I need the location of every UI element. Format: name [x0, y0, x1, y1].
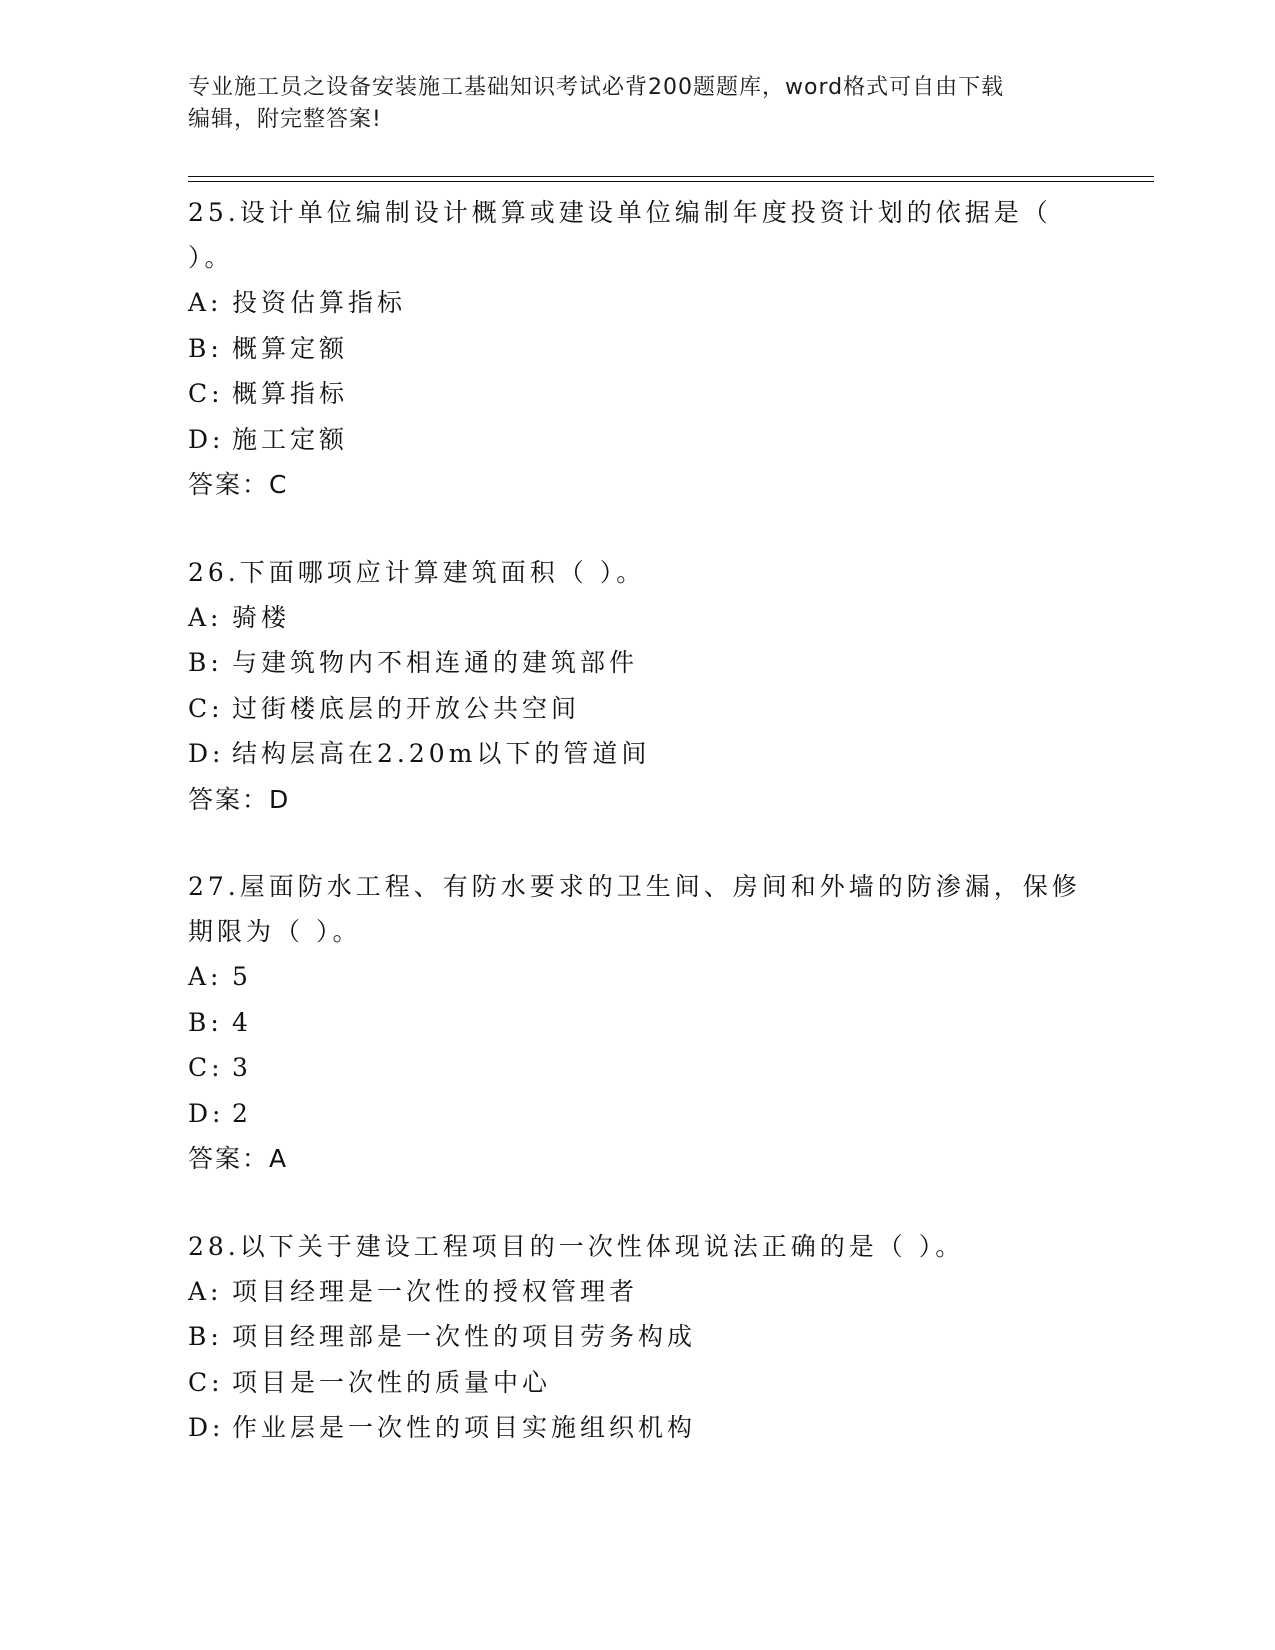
option-c	[188, 371, 1088, 417]
option-key: D:	[188, 739, 225, 768]
option-a	[188, 1269, 1088, 1315]
option-text: 作业层是一次性的项目实施组织机构	[232, 1413, 697, 1442]
option-text: 4	[232, 1007, 252, 1037]
question-28	[188, 1224, 1088, 1451]
option-key: A:	[188, 962, 223, 991]
option-text: 结构层高在2.20m以下的管道间	[232, 739, 651, 768]
option-c	[188, 686, 1088, 732]
question-26	[188, 550, 1088, 823]
option-key: A:	[188, 288, 223, 317]
option-text: 施工定额	[232, 424, 349, 454]
option-text: 2	[232, 1098, 252, 1128]
option-text: 项目经理部是一次性的项目劳务构成	[232, 1322, 697, 1351]
question-text: 26.下面哪项应计算建筑面积（ ）。	[188, 557, 646, 587]
option-d	[188, 731, 1088, 777]
option-d	[188, 1405, 1088, 1451]
option-key: C:	[188, 693, 224, 723]
option-text: 与建筑物内不相连通的建筑部件	[232, 648, 639, 677]
option-key: D:	[188, 424, 225, 454]
question-25	[188, 190, 1088, 508]
option-text: 5	[232, 962, 252, 991]
question-text: 25.设计单位编制设计概算或建设单位编制年度投资计划的依据是（ ）。	[188, 198, 1052, 272]
option-key: C:	[188, 1367, 224, 1397]
question-text: 27.屋面防水工程、有防水要求的卫生间、房间和外墙的防渗漏，保修期限为（ ）。	[188, 872, 1081, 946]
option-key: D:	[188, 1098, 225, 1128]
option-key: B:	[188, 1007, 223, 1037]
option-b	[188, 640, 1088, 686]
option-key: B:	[188, 333, 223, 363]
option-b	[188, 326, 1088, 372]
question-list	[188, 190, 1088, 1493]
option-d	[188, 1091, 1088, 1137]
option-key: C:	[188, 379, 224, 408]
option-text: 项目是一次性的质量中心	[232, 1367, 552, 1397]
answer-label: 答案：A	[188, 1144, 289, 1173]
option-a	[188, 595, 1088, 641]
document-header	[188, 72, 1068, 136]
question-27	[188, 864, 1088, 1182]
header-line-1: 专业施工员之设备安装施工基础知识考试必背200题题库，word格式可自由下载	[188, 75, 1005, 100]
option-key: B:	[188, 648, 223, 677]
option-text: 概算指标	[232, 379, 349, 408]
option-d	[188, 417, 1088, 463]
option-c	[188, 1045, 1088, 1091]
option-text: 投资估算指标	[232, 288, 407, 317]
option-b	[188, 1314, 1088, 1360]
option-c	[188, 1360, 1088, 1406]
option-text: 过街楼底层的开放公共空间	[232, 693, 581, 723]
option-key: D:	[188, 1413, 225, 1442]
header-divider-top	[188, 176, 1154, 177]
option-key: A:	[188, 1276, 223, 1306]
option-text: 3	[232, 1053, 252, 1082]
header-line-2: 编辑，附完整答案!	[188, 107, 382, 132]
question-text: 28.以下关于建设工程项目的一次性体现说法正确的是（ ）。	[188, 1231, 965, 1261]
option-b	[188, 1000, 1088, 1046]
header-divider-bottom	[188, 181, 1154, 182]
answer-label: 答案：D	[188, 784, 291, 814]
option-a	[188, 280, 1088, 326]
option-text: 项目经理是一次性的授权管理者	[232, 1276, 639, 1306]
option-key: B:	[188, 1322, 223, 1351]
option-key: A:	[188, 602, 223, 632]
option-key: C:	[188, 1053, 224, 1082]
option-text: 概算定额	[232, 333, 349, 363]
answer-label: 答案：C	[188, 470, 289, 499]
option-a	[188, 954, 1088, 1000]
option-text: 骑楼	[232, 602, 291, 632]
